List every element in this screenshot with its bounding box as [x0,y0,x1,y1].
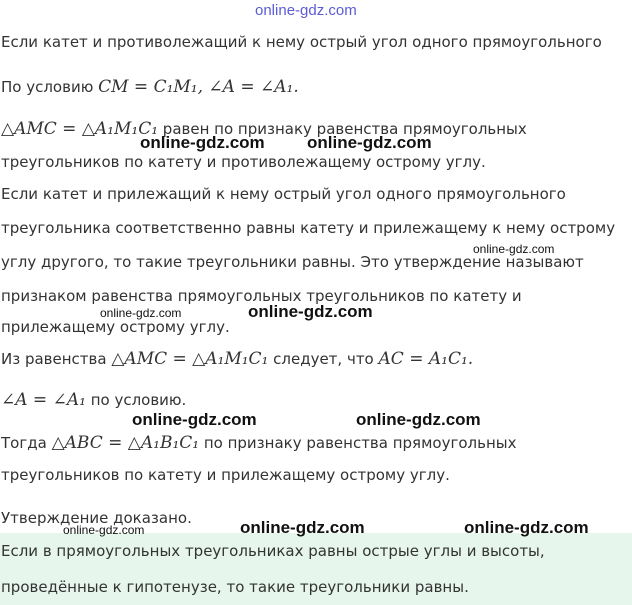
math-formula: CM = C₁M₁, ∠A = ∠A₁. [98,77,299,97]
theorem-line: Если в прямоугольных треугольниках равны острые углы и высоты, [1,542,545,560]
text-span: по признаку равенства прямоугольных [199,434,517,452]
math-formula: △AMC = △A₁M₁C₁ [111,349,269,369]
theorem-line: проведённые к гипотенузе, то такие треугольники равны. [1,578,469,596]
watermark: online-gdz.com [132,410,257,429]
math-formula: ∠A = ∠A₁ [1,390,86,410]
text-span: равен по признаку равенства прямоугольных [158,120,527,138]
theorem-highlight-box [0,533,632,605]
text-line-then [1,433,516,453]
text-line: углу другого, то такие треугольники равны. Это утверждение называют [1,253,584,271]
text-span: следует, что [268,350,379,368]
text-line: треугольников по катету и противолежащему острому углу. [1,153,486,171]
watermark: online-gdz.com [473,242,555,256]
text-line-angle [1,390,186,410]
watermark: online-gdz.com [240,518,365,537]
text-line: Если катет и противолежащий к нему острый угол одного прямоугольного [1,33,602,51]
text-span: Из равенства [1,350,112,368]
watermark: online-gdz.com [464,518,589,537]
text-span: по условию. [85,391,187,409]
text-line: признаком равенства прямоугольных треугольников по катету и [1,287,522,305]
math-formula: △AMC = △A₁M₁C₁ [1,119,159,139]
text-line-proved: Утверждение доказано. [1,509,192,527]
watermark-top: online-gdz.com [255,2,357,19]
text-line-from-equality [1,349,473,369]
text-line: прилежащему острому углу. [1,318,230,336]
text-span: По условию [1,78,99,96]
watermark: online-gdz.com [140,133,265,152]
watermark: online-gdz.com [63,523,145,537]
watermark: online-gdz.com [248,302,373,321]
math-formula: AC = A₁C₁. [378,349,474,369]
text-line: Если катет и прилежащий к нему острый угол одного прямоугольного [1,185,566,203]
text-line-condition [1,77,299,97]
text-line: треугольника соответственно равны катету и прилежащему к нему острому [1,219,616,237]
watermark: online-gdz.com [307,133,432,152]
watermark: online-gdz.com [100,306,182,320]
text-line: треугольников по катету и прилежащему острому углу. [1,466,450,484]
watermark: online-gdz.com [356,410,481,429]
text-span: Тогда [1,434,52,452]
math-formula: △ABC = △A₁B₁C₁ [51,433,200,453]
